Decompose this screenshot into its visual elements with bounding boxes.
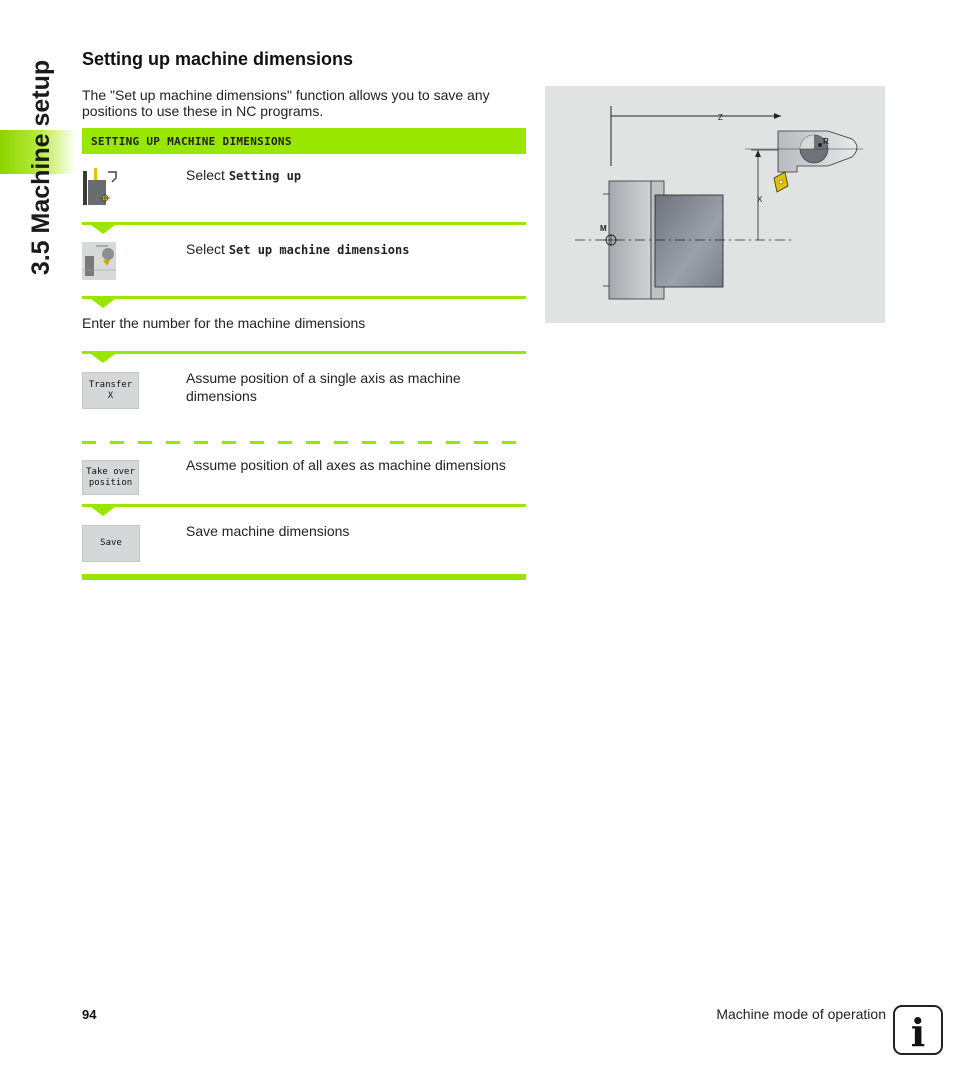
chapter-title (20, 52, 64, 282)
step-arrow (91, 299, 115, 308)
r-point-label: R (823, 137, 829, 146)
step-divider (82, 296, 526, 299)
machine-dimensions-figure (545, 86, 885, 323)
section-heading: Setting up machine dimensions (82, 49, 354, 69)
step-arrow (91, 354, 115, 363)
step2-text: Select Set up machine dimensions (186, 241, 410, 257)
step-arrow (91, 225, 115, 234)
machine-dimensions-icon (82, 242, 116, 280)
x-axis-label: X (757, 195, 763, 204)
step4-text: Assume position of all axes as machine dimensions (186, 457, 506, 473)
transfer-x-softkey[interactable]: Transfer X (82, 372, 139, 409)
info-icon (893, 1005, 943, 1055)
step1-text: Select Setting up (186, 167, 302, 183)
procedure-title: SETTING UP MACHINE DIMENSIONS (91, 134, 292, 148)
step3-text: Assume position of a single axis as machine dimensions (186, 370, 461, 404)
lathe-diagram (545, 86, 885, 323)
alternative-divider (82, 441, 526, 444)
step-arrow (91, 507, 115, 516)
footer-chapter: Machine mode of operation (716, 1006, 886, 1022)
save-softkey[interactable]: Save (82, 525, 140, 562)
step5-text: Save machine dimensions (186, 523, 350, 539)
setting-up-label: Setting up (228, 169, 302, 183)
enter-number-text: Enter the number for the machine dimensions (82, 315, 366, 331)
info-glyph: i (910, 1010, 926, 1053)
step-divider (82, 504, 526, 507)
set-up-machine-dimensions-label: Set up machine dimensions (228, 243, 410, 257)
procedure-end-bar (82, 574, 526, 580)
z-axis-label: Z (718, 113, 723, 122)
chapter-title-text: 3.5 Machine setup (27, 59, 56, 275)
procedure-title-bar (82, 128, 526, 154)
setting-up-icon (82, 166, 119, 207)
m-point-label: M (600, 224, 607, 233)
page-number: 94 (82, 1007, 97, 1022)
step-divider (82, 351, 526, 354)
intro-paragraph: The "Set up machine dimensions" function allows you to save any positions to use these in NC programs. (82, 87, 490, 119)
take-over-position-softkey[interactable]: Take over position (82, 460, 139, 495)
step-divider (82, 222, 526, 225)
